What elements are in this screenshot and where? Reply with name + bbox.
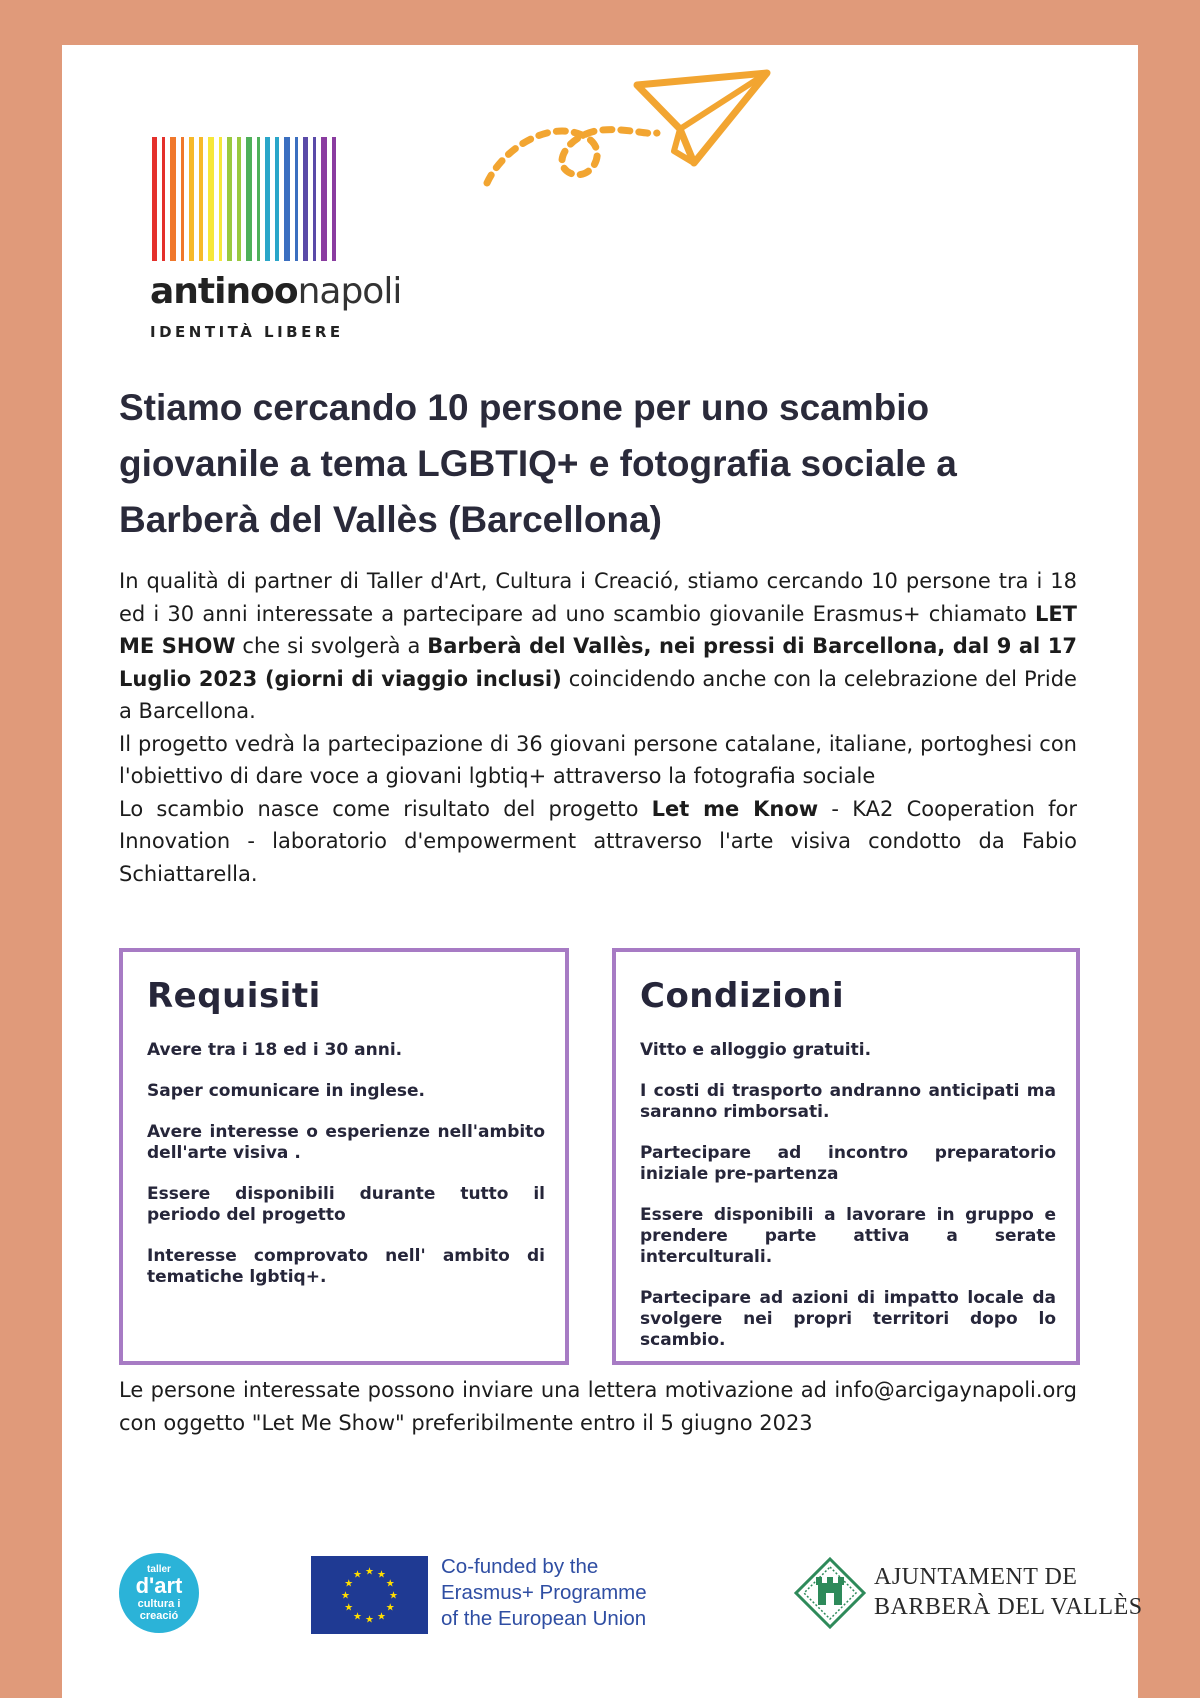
barcode-bar bbox=[303, 137, 308, 261]
list-item: Partecipare ad incontro preparatorio iniziale pre-partenza bbox=[640, 1143, 1056, 1184]
list-item: Avere interesse o esperienze nell'ambito dell'arte visiva . bbox=[147, 1122, 545, 1163]
barcode-bar bbox=[199, 137, 203, 261]
barcode-bar bbox=[275, 137, 279, 261]
eu-star-icon: ★ bbox=[365, 1614, 374, 1626]
condizioni-list bbox=[640, 1040, 1056, 1371]
eu-star-icon: ★ bbox=[377, 1569, 386, 1581]
eu-star-icon: ★ bbox=[385, 1578, 395, 1590]
intro-text bbox=[119, 565, 1077, 890]
eu-star-icon: ★ bbox=[377, 1611, 386, 1623]
barcode-bar bbox=[181, 137, 184, 261]
eu-star-icon: ★ bbox=[353, 1611, 362, 1623]
closing-text: Le persone interessate possono inviare una lettera motivazione ad info@arcigaynapoli.org con oggetto "Let Me Show" preferibilmente entro il 5 giugno 2023 bbox=[119, 1378, 1077, 1435]
condizioni-title: Condizioni bbox=[640, 976, 845, 1016]
barcode-bar bbox=[284, 137, 290, 261]
barcode-bar bbox=[321, 137, 327, 261]
list-item: Vitto e alloggio gratuiti. bbox=[640, 1040, 872, 1060]
condizioni-box bbox=[612, 948, 1080, 1365]
eu-flag-icon bbox=[311, 1556, 428, 1634]
barcode-bar bbox=[152, 137, 157, 261]
ajuntament-emblem-icon bbox=[794, 1557, 866, 1629]
page-headline: Stiamo cercando 10 persone per uno scambio giovanile a tema LGBTIQ+ e fotografia sociale a Barberà del Vallès (Barcellona) bbox=[119, 387, 957, 540]
eu-star-icon: ★ bbox=[389, 1590, 398, 1602]
flyer-sheet bbox=[62, 45, 1143, 1698]
barcode-bar bbox=[265, 137, 270, 261]
rainbow-barcode-logo bbox=[150, 137, 360, 261]
list-item: Partecipare ad azioni di impatto locale da svolgere nei propri territori dopo lo scambio. bbox=[640, 1288, 1056, 1350]
list-item: Saper comunicare in inglese. bbox=[147, 1081, 426, 1101]
requisiti-box bbox=[119, 948, 569, 1365]
barcode-bar bbox=[189, 137, 194, 261]
barcode-bar bbox=[237, 137, 241, 261]
taller-art-logo: taller d'art cultura i creació bbox=[119, 1553, 199, 1633]
barcode-bar bbox=[227, 137, 232, 261]
barcode-bar bbox=[295, 137, 298, 261]
barcode-bar bbox=[246, 137, 252, 261]
eu-cofunded-text: Co-funded by the Erasmus+ Programme of the European Union bbox=[441, 1555, 647, 1630]
list-item: Essere disponibili durante tutto il periodo del progetto bbox=[147, 1184, 545, 1225]
logo-name: antinoonapoli bbox=[150, 271, 402, 312]
eu-star-icon: ★ bbox=[341, 1590, 350, 1602]
intro-paragraph-1: In qualità di partner di Taller d'Art, Cultura i Creació, stiamo cercando 10 persone tra i 18 ed i 30 anni interessate a partecipare ad uno scambio giovanile Erasmus+ chiamato LET ME SHOW che si svolgerà a Barberà del Vallès, nei pressi di Barcellona, dal 9 al 17 Luglio 2023 (giorni di viaggio inclusi) coincidendo anche con la celebrazione del Pride a Barcellona. bbox=[119, 569, 1077, 723]
intro-paragraph-2: Il progetto vedrà la partecipazione di 36 giovani persone catalane, italiane, portoghesi con l'obiettivo di dare voce a giovani lgbtiq+ attraverso la fotografia sociale bbox=[119, 731, 1077, 788]
eu-star-icon: ★ bbox=[344, 1602, 354, 1614]
list-item: Interesse comprovato nell' ambito di tematiche lgbtiq+. bbox=[147, 1246, 545, 1287]
list-item: I costi di trasporto andranno anticipati ma saranno rimborsati. bbox=[640, 1081, 1056, 1122]
logo-tagline: IDENTITÀ LIBERE bbox=[150, 323, 344, 341]
eu-star-icon: ★ bbox=[365, 1566, 374, 1578]
barcode-bar bbox=[313, 137, 316, 261]
barcode-bar bbox=[257, 137, 260, 261]
paper-plane-icon bbox=[452, 55, 792, 225]
barcode-bar bbox=[162, 137, 165, 261]
barcode-bar bbox=[170, 137, 176, 261]
barcode-bar bbox=[332, 137, 336, 261]
list-item: Essere disponibili a lavorare in gruppo e prendere parte attiva a serate interculturali. bbox=[640, 1205, 1056, 1267]
requisiti-title: Requisiti bbox=[147, 976, 321, 1016]
intro-paragraph-3: Lo scambio nasce come risultato del progetto Let me Know - KA2 Cooperation for Innovation - laboratorio d'empowerment attraverso l'arte visiva condotto da Fabio Schiattarella. bbox=[119, 796, 1078, 886]
barcode-bar bbox=[208, 137, 214, 261]
ajuntament-name: AJUNTAMENT DE BARBERÀ DEL VALLÈS bbox=[874, 1564, 1143, 1620]
list-item: Avere tra i 18 ed i 30 anni. bbox=[147, 1040, 403, 1060]
requisiti-list bbox=[147, 1040, 545, 1308]
eu-star-icon: ★ bbox=[344, 1578, 354, 1590]
eu-star-icon: ★ bbox=[353, 1569, 362, 1581]
barcode-bar bbox=[219, 137, 222, 261]
eu-star-icon: ★ bbox=[385, 1602, 395, 1614]
